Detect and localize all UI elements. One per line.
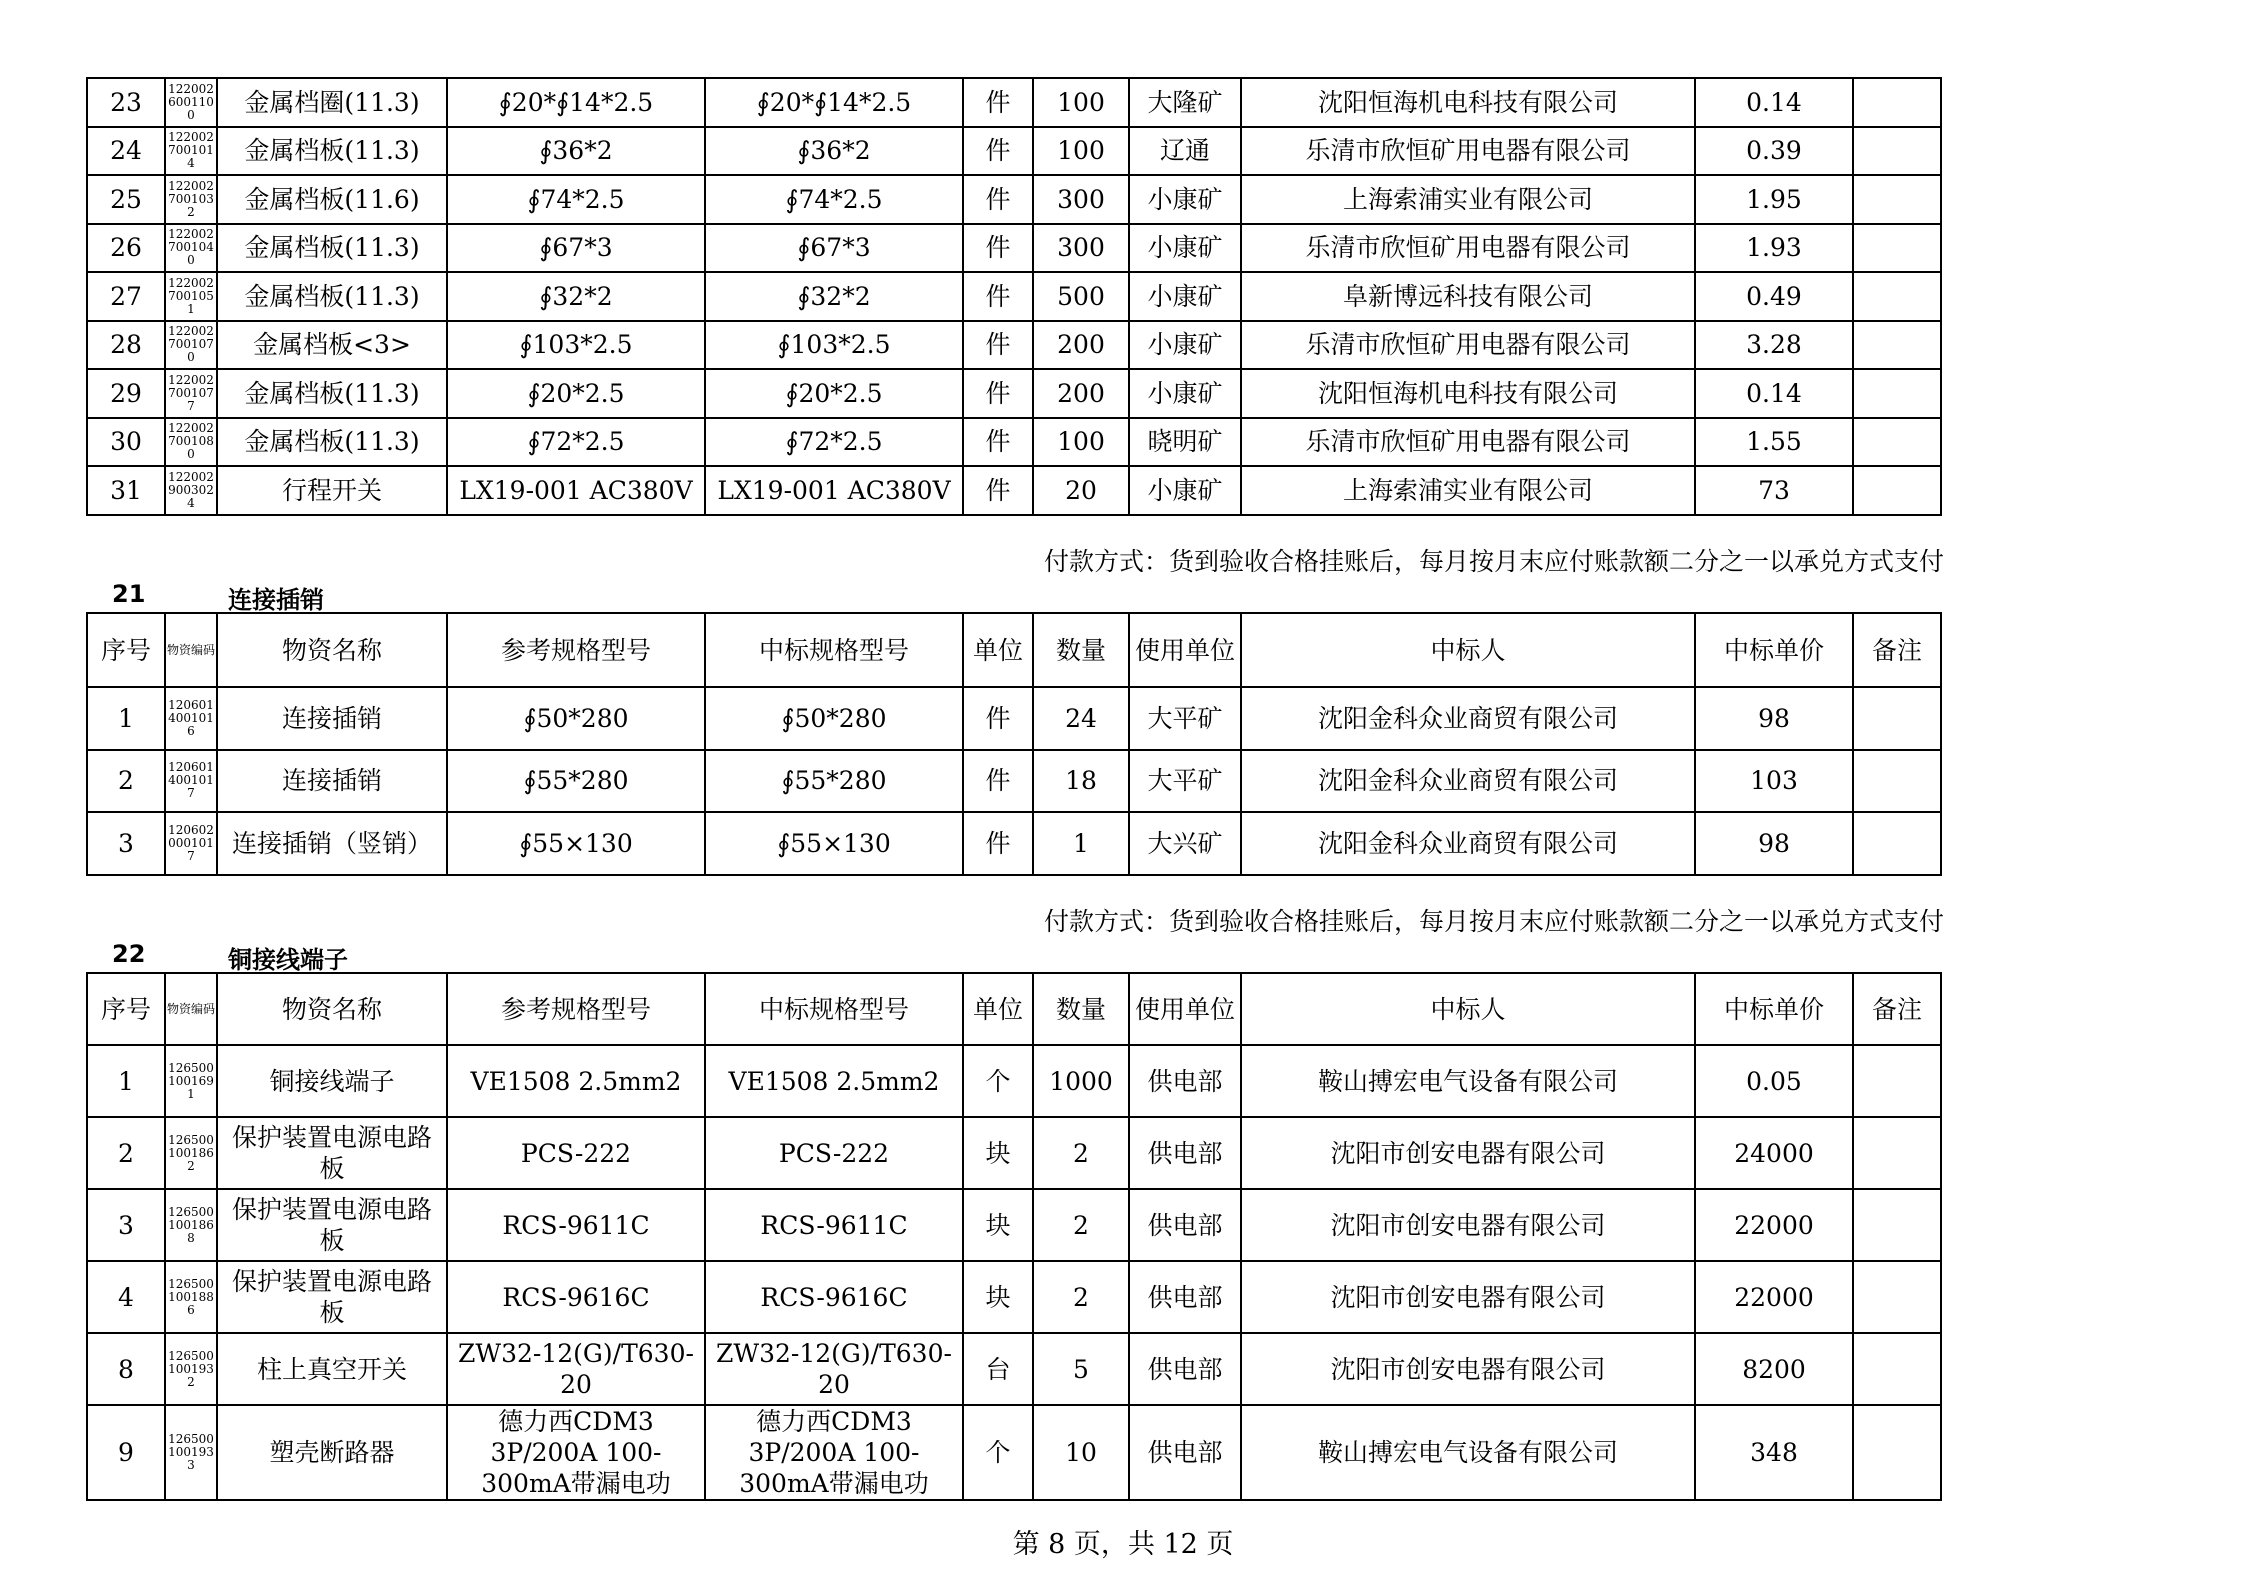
cell-code: 1220027001032 (165, 175, 217, 224)
cell-code: 1220027001040 (165, 224, 217, 273)
cell-note (1853, 175, 1941, 224)
cell-note (1853, 321, 1941, 370)
cell-ref-spec: ∮36*2 (447, 127, 705, 176)
cell-unit: 块 (963, 1261, 1033, 1333)
cell-ref-spec: ∮74*2.5 (447, 175, 705, 224)
table-row (87, 687, 1941, 750)
cell-win-spec: ZW32-12(G)/T630-20 (705, 1333, 963, 1405)
cell-user: 晓明矿 (1129, 418, 1241, 467)
header-unit: 单位 (963, 613, 1033, 687)
cell-name: 金属档板<3> (217, 321, 447, 370)
section-22-header-row (87, 973, 1941, 1045)
cell-qty: 300 (1033, 175, 1129, 224)
cell-user: 小康矿 (1129, 369, 1241, 418)
cell-win-spec: ∮50*280 (705, 687, 963, 750)
cell-user: 小康矿 (1129, 321, 1241, 370)
section-21-number: 21 (112, 580, 146, 608)
cell-winner: 乐清市欣恒矿用电器有限公司 (1241, 224, 1695, 273)
cell-user: 供电部 (1129, 1405, 1241, 1500)
cell-unit: 件 (963, 369, 1033, 418)
cell-no: 26 (87, 224, 165, 273)
cell-user: 小康矿 (1129, 272, 1241, 321)
cell-name: 金属档板(11.3) (217, 127, 447, 176)
cell-win-spec: ∮20*2.5 (705, 369, 963, 418)
cell-win-spec: ∮72*2.5 (705, 418, 963, 467)
cell-unit: 个 (963, 1405, 1033, 1500)
header-price: 中标单价 (1695, 613, 1853, 687)
cell-price: 3.28 (1695, 321, 1853, 370)
cell-price: 22000 (1695, 1261, 1853, 1333)
cell-note (1853, 369, 1941, 418)
cell-name: 金属档板(11.3) (217, 272, 447, 321)
cell-qty: 18 (1033, 750, 1129, 813)
cell-qty: 24 (1033, 687, 1129, 750)
cell-note (1853, 687, 1941, 750)
table-row (87, 224, 1941, 273)
cell-user: 供电部 (1129, 1261, 1241, 1333)
cell-win-spec: 德力西CDM3 3P/200A 100-300mA带漏电功 (705, 1405, 963, 1500)
cell-name: 塑壳断路器 (217, 1405, 447, 1500)
cell-qty: 2 (1033, 1117, 1129, 1189)
header-win-spec: 中标规格型号 (705, 973, 963, 1045)
cell-code: 1265001001932 (165, 1333, 217, 1405)
header-qty: 数量 (1033, 613, 1129, 687)
cell-ref-spec: ∮20*∮14*2.5 (447, 78, 705, 127)
cell-winner: 乐清市欣恒矿用电器有限公司 (1241, 418, 1695, 467)
cell-qty: 20 (1033, 466, 1129, 515)
cell-winner: 沈阳恒海机电科技有限公司 (1241, 78, 1695, 127)
cell-qty: 1 (1033, 812, 1129, 875)
cell-unit: 件 (963, 272, 1033, 321)
cell-winner: 沈阳市创安电器有限公司 (1241, 1333, 1695, 1405)
cell-price: 98 (1695, 687, 1853, 750)
table-row (87, 466, 1941, 515)
cell-price: 0.49 (1695, 272, 1853, 321)
cell-name: 连接插销 (217, 750, 447, 813)
cell-code: 1220027001051 (165, 272, 217, 321)
cell-price: 0.05 (1695, 1045, 1853, 1117)
table-row (87, 1261, 1941, 1333)
cell-no: 9 (87, 1405, 165, 1500)
cell-name: 行程开关 (217, 466, 447, 515)
cell-note (1853, 418, 1941, 467)
cell-no: 1 (87, 687, 165, 750)
table-row (87, 175, 1941, 224)
header-no: 序号 (87, 973, 165, 1045)
cell-ref-spec: RCS-9616C (447, 1261, 705, 1333)
cell-qty: 5 (1033, 1333, 1129, 1405)
cell-code: 1220029003024 (165, 466, 217, 515)
cell-win-spec: RCS-9616C (705, 1261, 963, 1333)
cell-no: 28 (87, 321, 165, 370)
cell-note (1853, 272, 1941, 321)
cell-note (1853, 1405, 1941, 1500)
cell-no: 1 (87, 1045, 165, 1117)
cell-user: 大兴矿 (1129, 812, 1241, 875)
section-22-title: 铜接线端子 (228, 946, 348, 974)
table-row (87, 321, 1941, 370)
cell-price: 24000 (1695, 1117, 1853, 1189)
cell-winner: 沈阳金科众业商贸有限公司 (1241, 812, 1695, 875)
cell-no: 8 (87, 1333, 165, 1405)
cell-note (1853, 1117, 1941, 1189)
cell-win-spec: ∮67*3 (705, 224, 963, 273)
cell-ref-spec: ∮55*280 (447, 750, 705, 813)
cell-unit: 件 (963, 78, 1033, 127)
cell-ref-spec: ∮67*3 (447, 224, 705, 273)
cell-win-spec: ∮103*2.5 (705, 321, 963, 370)
cell-code: 1265001001868 (165, 1189, 217, 1261)
cell-qty: 100 (1033, 127, 1129, 176)
cell-unit: 件 (963, 750, 1033, 813)
cell-price: 103 (1695, 750, 1853, 813)
cell-qty: 2 (1033, 1261, 1129, 1333)
cell-price: 1.93 (1695, 224, 1853, 273)
cell-no: 3 (87, 1189, 165, 1261)
cell-price: 8200 (1695, 1333, 1853, 1405)
cell-name: 保护装置电源电路板 (217, 1189, 447, 1261)
cell-user: 大平矿 (1129, 750, 1241, 813)
top-materials-table (86, 77, 1942, 516)
table-row (87, 272, 1941, 321)
cell-ref-spec: LX19-001 AC380V (447, 466, 705, 515)
cell-unit: 件 (963, 224, 1033, 273)
cell-winner: 上海索浦实业有限公司 (1241, 175, 1695, 224)
cell-user: 大平矿 (1129, 687, 1241, 750)
cell-no: 27 (87, 272, 165, 321)
cell-name: 保护装置电源电路板 (217, 1261, 447, 1333)
cell-unit: 件 (963, 418, 1033, 467)
cell-code: 1206014001017 (165, 750, 217, 813)
header-winner: 中标人 (1241, 613, 1695, 687)
cell-name: 保护装置电源电路板 (217, 1117, 447, 1189)
cell-qty: 200 (1033, 321, 1129, 370)
cell-user: 供电部 (1129, 1333, 1241, 1405)
cell-win-spec: PCS-222 (705, 1117, 963, 1189)
header-note: 备注 (1853, 973, 1941, 1045)
cell-win-spec: LX19-001 AC380V (705, 466, 963, 515)
cell-code: 1220026001100 (165, 78, 217, 127)
cell-ref-spec: ∮103*2.5 (447, 321, 705, 370)
cell-name: 金属档板(11.3) (217, 418, 447, 467)
cell-note (1853, 127, 1941, 176)
cell-note (1853, 1189, 1941, 1261)
table-row (87, 1117, 1941, 1189)
cell-win-spec: ∮36*2 (705, 127, 963, 176)
cell-name: 铜接线端子 (217, 1045, 447, 1117)
cell-user: 小康矿 (1129, 466, 1241, 515)
cell-winner: 沈阳市创安电器有限公司 (1241, 1261, 1695, 1333)
cell-price: 1.55 (1695, 418, 1853, 467)
table-row (87, 750, 1941, 813)
cell-price: 73 (1695, 466, 1853, 515)
table-row (87, 127, 1941, 176)
table-row (87, 812, 1941, 875)
cell-winner: 上海索浦实业有限公司 (1241, 466, 1695, 515)
header-price: 中标单价 (1695, 973, 1853, 1045)
section-21-title: 连接插销 (228, 586, 324, 614)
header-winner: 中标人 (1241, 973, 1695, 1045)
header-no: 序号 (87, 613, 165, 687)
cell-unit: 个 (963, 1045, 1033, 1117)
cell-ref-spec: ∮55×130 (447, 812, 705, 875)
cell-unit: 块 (963, 1189, 1033, 1261)
cell-unit: 块 (963, 1117, 1033, 1189)
cell-code: 1265001001691 (165, 1045, 217, 1117)
header-user: 使用单位 (1129, 973, 1241, 1045)
section-22-number: 22 (112, 940, 146, 968)
cell-no: 30 (87, 418, 165, 467)
cell-unit: 件 (963, 812, 1033, 875)
cell-code: 1206014001016 (165, 687, 217, 750)
cell-name: 金属档圈(11.3) (217, 78, 447, 127)
cell-qty: 200 (1033, 369, 1129, 418)
cell-price: 348 (1695, 1405, 1853, 1500)
cell-note (1853, 750, 1941, 813)
cell-unit: 件 (963, 127, 1033, 176)
cell-unit: 台 (963, 1333, 1033, 1405)
cell-note (1853, 466, 1941, 515)
cell-qty: 100 (1033, 418, 1129, 467)
cell-name: 金属档板(11.6) (217, 175, 447, 224)
cell-price: 98 (1695, 812, 1853, 875)
header-qty: 数量 (1033, 973, 1129, 1045)
cell-winner: 乐清市欣恒矿用电器有限公司 (1241, 321, 1695, 370)
cell-user: 供电部 (1129, 1045, 1241, 1117)
cell-win-spec: ∮32*2 (705, 272, 963, 321)
cell-winner: 沈阳金科众业商贸有限公司 (1241, 687, 1695, 750)
cell-note (1853, 1045, 1941, 1117)
cell-win-spec: ∮55×130 (705, 812, 963, 875)
table-row (87, 78, 1941, 127)
cell-code: 1265001001933 (165, 1405, 217, 1500)
cell-qty: 1000 (1033, 1045, 1129, 1117)
cell-code: 1220027001080 (165, 418, 217, 467)
cell-name: 连接插销 (217, 687, 447, 750)
cell-qty: 10 (1033, 1405, 1129, 1500)
cell-user: 小康矿 (1129, 175, 1241, 224)
cell-no: 3 (87, 812, 165, 875)
cell-winner: 鞍山搏宏电气设备有限公司 (1241, 1405, 1695, 1500)
cell-winner: 沈阳恒海机电科技有限公司 (1241, 369, 1695, 418)
page-footer: 第 8 页，共 12 页 (1012, 1529, 1234, 1560)
table-row (87, 1333, 1941, 1405)
cell-price: 0.14 (1695, 369, 1853, 418)
header-user: 使用单位 (1129, 613, 1241, 687)
header-ref-spec: 参考规格型号 (447, 613, 705, 687)
section-21-header-row (87, 613, 1941, 687)
cell-no: 24 (87, 127, 165, 176)
cell-price: 1.95 (1695, 175, 1853, 224)
header-name: 物资名称 (217, 613, 447, 687)
cell-user: 供电部 (1129, 1189, 1241, 1261)
table-row (87, 1189, 1941, 1261)
cell-ref-spec: PCS-222 (447, 1117, 705, 1189)
cell-ref-spec: RCS-9611C (447, 1189, 705, 1261)
cell-win-spec: ∮55*280 (705, 750, 963, 813)
cell-winner: 乐清市欣恒矿用电器有限公司 (1241, 127, 1695, 176)
cell-ref-spec: ∮72*2.5 (447, 418, 705, 467)
cell-note (1853, 78, 1941, 127)
cell-no: 23 (87, 78, 165, 127)
section-22-table (86, 972, 1942, 1501)
cell-price: 0.39 (1695, 127, 1853, 176)
cell-name: 柱上真空开关 (217, 1333, 447, 1405)
cell-code: 1220027001014 (165, 127, 217, 176)
cell-code: 1265001001862 (165, 1117, 217, 1189)
cell-qty: 300 (1033, 224, 1129, 273)
header-code: 物资编码 (165, 973, 217, 1045)
section-21-table (86, 612, 1942, 876)
cell-no: 31 (87, 466, 165, 515)
cell-user: 供电部 (1129, 1117, 1241, 1189)
cell-code: 1265001001886 (165, 1261, 217, 1333)
cell-price: 0.14 (1695, 78, 1853, 127)
header-win-spec: 中标规格型号 (705, 613, 963, 687)
cell-no: 4 (87, 1261, 165, 1333)
cell-no: 2 (87, 750, 165, 813)
table-row (87, 1045, 1941, 1117)
cell-unit: 件 (963, 687, 1033, 750)
section-22-payment-note: 付款方式：货到验收合格挂账后，每月按月末应付账款额二分之一以承兑方式支付 (1044, 907, 1945, 936)
cell-note (1853, 1333, 1941, 1405)
header-name: 物资名称 (217, 973, 447, 1045)
header-code: 物资编码 (165, 613, 217, 687)
cell-win-spec: RCS-9611C (705, 1189, 963, 1261)
cell-no: 2 (87, 1117, 165, 1189)
cell-qty: 2 (1033, 1189, 1129, 1261)
cell-win-spec: VE1508 2.5mm2 (705, 1045, 963, 1117)
cell-winner: 沈阳金科众业商贸有限公司 (1241, 750, 1695, 813)
cell-unit: 件 (963, 321, 1033, 370)
cell-code: 1206020001017 (165, 812, 217, 875)
cell-win-spec: ∮20*∮14*2.5 (705, 78, 963, 127)
header-unit: 单位 (963, 973, 1033, 1045)
table-row (87, 369, 1941, 418)
cell-winner: 沈阳市创安电器有限公司 (1241, 1117, 1695, 1189)
cell-ref-spec: ∮20*2.5 (447, 369, 705, 418)
cell-unit: 件 (963, 466, 1033, 515)
cell-qty: 500 (1033, 272, 1129, 321)
cell-price: 22000 (1695, 1189, 1853, 1261)
cell-code: 1220027001070 (165, 321, 217, 370)
cell-name: 连接插销（竖销） (217, 812, 447, 875)
cell-qty: 100 (1033, 78, 1129, 127)
cell-no: 25 (87, 175, 165, 224)
header-note: 备注 (1853, 613, 1941, 687)
cell-note (1853, 224, 1941, 273)
cell-name: 金属档板(11.3) (217, 224, 447, 273)
cell-win-spec: ∮74*2.5 (705, 175, 963, 224)
cell-name: 金属档板(11.3) (217, 369, 447, 418)
cell-note (1853, 1261, 1941, 1333)
table-row (87, 1405, 1941, 1500)
cell-ref-spec: ∮32*2 (447, 272, 705, 321)
cell-winner: 阜新博远科技有限公司 (1241, 272, 1695, 321)
cell-user: 辽通 (1129, 127, 1241, 176)
cell-ref-spec: 德力西CDM3 3P/200A 100-300mA带漏电功 (447, 1405, 705, 1500)
cell-unit: 件 (963, 175, 1033, 224)
cell-no: 29 (87, 369, 165, 418)
cell-user: 小康矿 (1129, 224, 1241, 273)
header-ref-spec: 参考规格型号 (447, 973, 705, 1045)
section-21-payment-note: 付款方式：货到验收合格挂账后，每月按月末应付账款额二分之一以承兑方式支付 (1044, 547, 1945, 576)
cell-code: 1220027001077 (165, 369, 217, 418)
cell-ref-spec: VE1508 2.5mm2 (447, 1045, 705, 1117)
cell-ref-spec: ZW32-12(G)/T630-20 (447, 1333, 705, 1405)
cell-winner: 鞍山搏宏电气设备有限公司 (1241, 1045, 1695, 1117)
table-row (87, 418, 1941, 467)
cell-winner: 沈阳市创安电器有限公司 (1241, 1189, 1695, 1261)
cell-note (1853, 812, 1941, 875)
cell-ref-spec: ∮50*280 (447, 687, 705, 750)
cell-user: 大隆矿 (1129, 78, 1241, 127)
